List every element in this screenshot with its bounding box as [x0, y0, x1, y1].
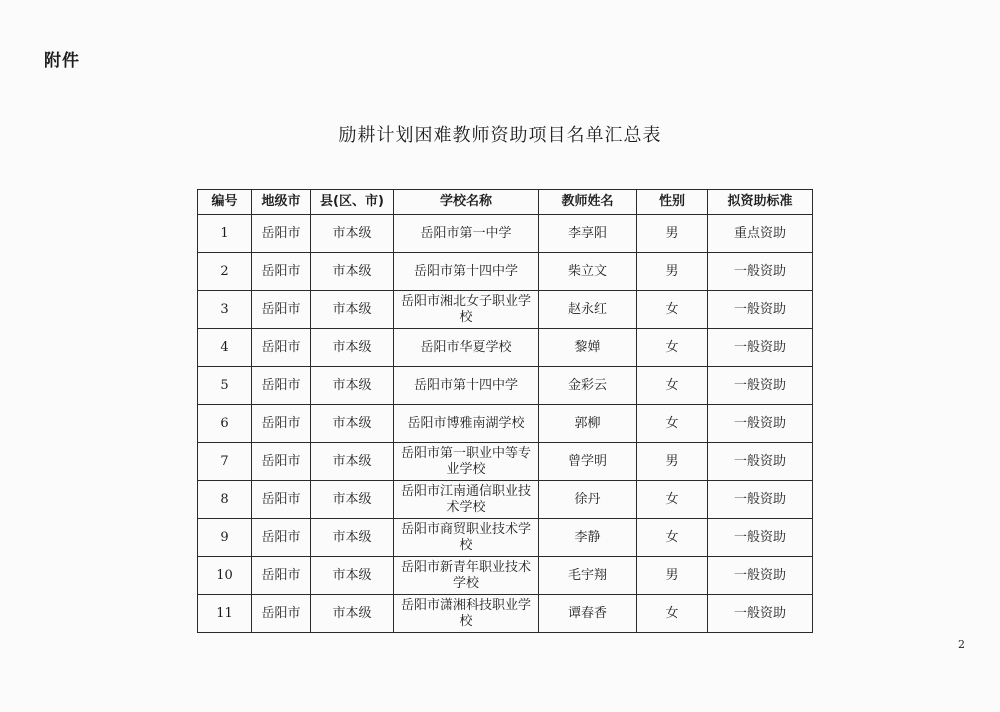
cell-gender: 男 — [637, 215, 708, 253]
cell-teacher: 金彩云 — [539, 367, 637, 405]
cell-number: 5 — [198, 367, 252, 405]
column-header-school: 学校名称 — [394, 190, 539, 215]
cell-city: 岳阳市 — [252, 291, 311, 329]
table-row — [198, 253, 813, 291]
table-row — [198, 367, 813, 405]
cell-gender: 男 — [637, 443, 708, 481]
cell-city: 岳阳市 — [252, 367, 311, 405]
cell-county: 市本级 — [311, 519, 394, 557]
cell-county: 市本级 — [311, 595, 394, 633]
cell-school: 岳阳市湘北女子职业学校 — [394, 291, 539, 329]
cell-teacher: 徐丹 — [539, 481, 637, 519]
cell-school: 岳阳市江南通信职业技术学校 — [394, 481, 539, 519]
cell-city: 岳阳市 — [252, 215, 311, 253]
column-header-county: 县(区、市) — [311, 190, 394, 215]
cell-gender: 女 — [637, 481, 708, 519]
cell-county: 市本级 — [311, 215, 394, 253]
cell-teacher: 柴立文 — [539, 253, 637, 291]
cell-school: 岳阳市第十四中学 — [394, 253, 539, 291]
cell-number: 3 — [198, 291, 252, 329]
cell-number: 7 — [198, 443, 252, 481]
cell-number: 9 — [198, 519, 252, 557]
cell-gender: 女 — [637, 291, 708, 329]
cell-standard: 一般资助 — [708, 405, 813, 443]
table-row — [198, 405, 813, 443]
table-row — [198, 595, 813, 633]
cell-school: 岳阳市华夏学校 — [394, 329, 539, 367]
cell-standard: 一般资助 — [708, 253, 813, 291]
cell-standard: 一般资助 — [708, 291, 813, 329]
cell-teacher: 谭春香 — [539, 595, 637, 633]
cell-school: 岳阳市第一中学 — [394, 215, 539, 253]
cell-gender: 男 — [637, 557, 708, 595]
cell-county: 市本级 — [311, 405, 394, 443]
cell-standard: 一般资助 — [708, 443, 813, 481]
table-row — [198, 519, 813, 557]
cell-standard: 一般资助 — [708, 329, 813, 367]
cell-school: 岳阳市博雅南湖学校 — [394, 405, 539, 443]
table-row — [198, 443, 813, 481]
cell-county: 市本级 — [311, 253, 394, 291]
cell-standard: 一般资助 — [708, 519, 813, 557]
cell-city: 岳阳市 — [252, 329, 311, 367]
column-header-standard: 拟资助标准 — [708, 190, 813, 215]
table-row — [198, 329, 813, 367]
cell-standard: 一般资助 — [708, 481, 813, 519]
cell-school: 岳阳市第十四中学 — [394, 367, 539, 405]
cell-teacher: 李享阳 — [539, 215, 637, 253]
table-row — [198, 557, 813, 595]
cell-teacher: 李静 — [539, 519, 637, 557]
cell-city: 岳阳市 — [252, 405, 311, 443]
cell-city: 岳阳市 — [252, 253, 311, 291]
table-row — [198, 481, 813, 519]
cell-teacher: 郭柳 — [539, 405, 637, 443]
cell-city: 岳阳市 — [252, 557, 311, 595]
cell-gender: 女 — [637, 367, 708, 405]
cell-city: 岳阳市 — [252, 481, 311, 519]
cell-school: 岳阳市第一职业中等专业学校 — [394, 443, 539, 481]
cell-standard: 一般资助 — [708, 367, 813, 405]
table-row — [198, 291, 813, 329]
cell-number: 1 — [198, 215, 252, 253]
cell-county: 市本级 — [311, 367, 394, 405]
cell-county: 市本级 — [311, 557, 394, 595]
cell-county: 市本级 — [311, 329, 394, 367]
cell-number: 11 — [198, 595, 252, 633]
page-number: 2 — [958, 638, 965, 651]
cell-gender: 女 — [637, 405, 708, 443]
cell-county: 市本级 — [311, 291, 394, 329]
cell-teacher: 赵永红 — [539, 291, 637, 329]
cell-teacher: 黎婵 — [539, 329, 637, 367]
column-header-number: 编号 — [198, 190, 252, 215]
column-header-city: 地级市 — [252, 190, 311, 215]
cell-city: 岳阳市 — [252, 519, 311, 557]
cell-school: 岳阳市商贸职业技术学校 — [394, 519, 539, 557]
cell-standard: 一般资助 — [708, 595, 813, 633]
table-row — [198, 215, 813, 253]
column-header-teacher: 教师姓名 — [539, 190, 637, 215]
cell-city: 岳阳市 — [252, 595, 311, 633]
cell-number: 2 — [198, 253, 252, 291]
cell-teacher: 毛宇翔 — [539, 557, 637, 595]
cell-gender: 女 — [637, 519, 708, 557]
cell-standard: 重点资助 — [708, 215, 813, 253]
cell-gender: 女 — [637, 329, 708, 367]
cell-city: 岳阳市 — [252, 443, 311, 481]
page-title: 励耕计划困难教师资助项目名单汇总表 — [338, 125, 662, 146]
cell-teacher: 曾学明 — [539, 443, 637, 481]
cell-school: 岳阳市潇湘科技职业学校 — [394, 595, 539, 633]
attachment-label: 附件 — [44, 51, 80, 71]
cell-gender: 女 — [637, 595, 708, 633]
teacher-aid-table — [197, 189, 813, 633]
cell-county: 市本级 — [311, 481, 394, 519]
column-header-gender: 性别 — [637, 190, 708, 215]
cell-number: 6 — [198, 405, 252, 443]
cell-number: 10 — [198, 557, 252, 595]
cell-county: 市本级 — [311, 443, 394, 481]
cell-number: 8 — [198, 481, 252, 519]
cell-standard: 一般资助 — [708, 557, 813, 595]
cell-number: 4 — [198, 329, 252, 367]
cell-school: 岳阳市新青年职业技术学校 — [394, 557, 539, 595]
table-header-row — [198, 190, 813, 215]
cell-gender: 男 — [637, 253, 708, 291]
